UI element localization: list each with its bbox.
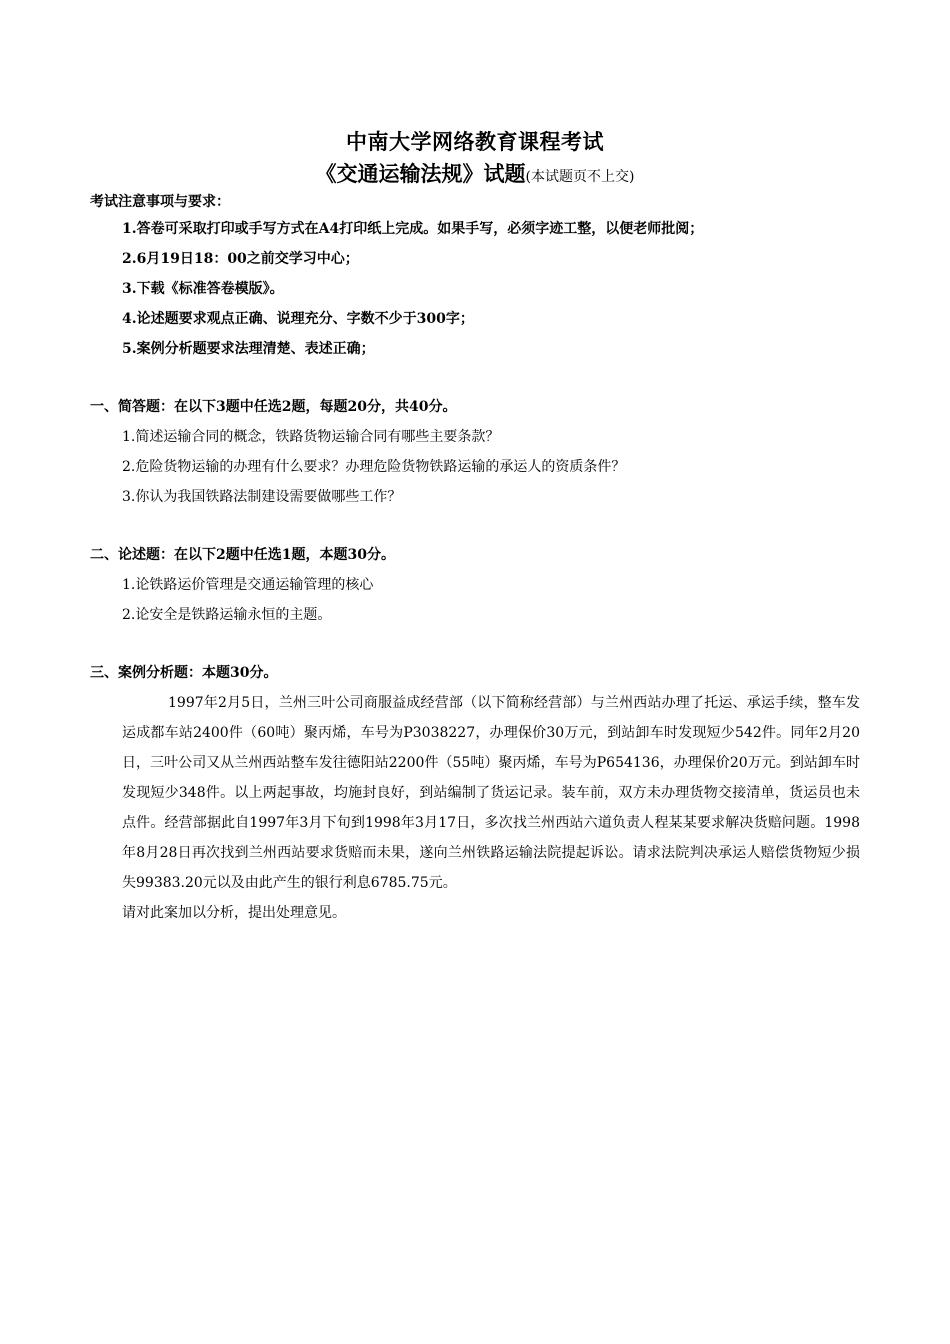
question-item: 2.危险货物运输的办理有什么要求？办理危险货物铁路运输的承运人的资质条件？ — [122, 459, 626, 475]
section-spacer — [90, 512, 870, 540]
course-title: 《交通运输法规》试题 — [315, 161, 526, 186]
question-item: 1.论铁路运价管理是交通运输管理的核心 — [122, 577, 374, 593]
notice-item: 5.案例分析题要求法理清楚、表述正确； — [122, 341, 375, 357]
section-heading-case: 三、案例分析题：本题30分。 — [90, 665, 278, 681]
title-note: (本试题页不上交) — [525, 169, 635, 185]
question-item: 1.简述运输合同的概念，铁路货物运输合同有哪些主要条款？ — [122, 429, 500, 445]
section-spacer — [90, 364, 870, 392]
section-spacer — [90, 630, 870, 658]
page-title: 中南大学网络教育课程考试 — [346, 129, 604, 154]
case-paragraph: 1997年2月5日，兰州三叶公司商服益成经营部（以下简称经营部）与兰州西站办理了托运、承运手续，整车发运成都车站2400件（60吨）聚丙烯，车号为P3038227，办理保价30万元，到站卸车时发现短少542件。同年2月20日，三叶公司又从兰州西站整车发往德阳站2200件（55吨）聚丙烯，车号为P654136，办理保价20万元。到站卸车时发现短少348件。以上两起事故，均施封良好，到站编制了货运记录。装车前，双方未办理货物交接清单，货运员也未点件。经营部据此自1997年3月下旬到1998年3月17日，多次找兰州西站六道负责人程某某要求解决货赔问题。1998年8月28日再次找到兰州西站要求货赔而未果，遂向兰州铁路运输法院提起诉讼。请求法院判决承运人赔偿货物短少损失99383.20元以及由此产生的银行利息6785.75元。 — [122, 695, 860, 891]
title-block — [0, 126, 950, 193]
case-request: 请对此案加以分析，提出处理意见。 — [122, 905, 346, 921]
question-item: 2.论安全是铁路运输永恒的主题。 — [122, 607, 332, 623]
notice-item: 2.6月19日18：00之前交学习中心； — [122, 251, 359, 267]
exam-body — [90, 190, 870, 928]
notice-item: 3.下载《标准答卷模版》。 — [122, 281, 284, 297]
section-heading-short-answer: 一、简答题：在以下3题中任选2题，每题20分，共40分。 — [90, 399, 457, 415]
section-heading-essay: 二、论述题：在以下2题中任选1题，本题30分。 — [90, 547, 395, 563]
notice-item: 4.论述题要求观点正确、说理充分、字数不少于300字； — [122, 311, 474, 327]
notice-heading: 考试注意事项与要求： — [90, 194, 230, 210]
notice-item: 1.答卷可采取打印或手写方式在A4打印纸上完成。如果手写，必须字迹工整，以便老师批阅； — [122, 221, 704, 237]
question-item: 3.你认为我国铁路法制建设需要做哪些工作？ — [122, 489, 402, 505]
exam-subject-title — [0, 158, 950, 193]
